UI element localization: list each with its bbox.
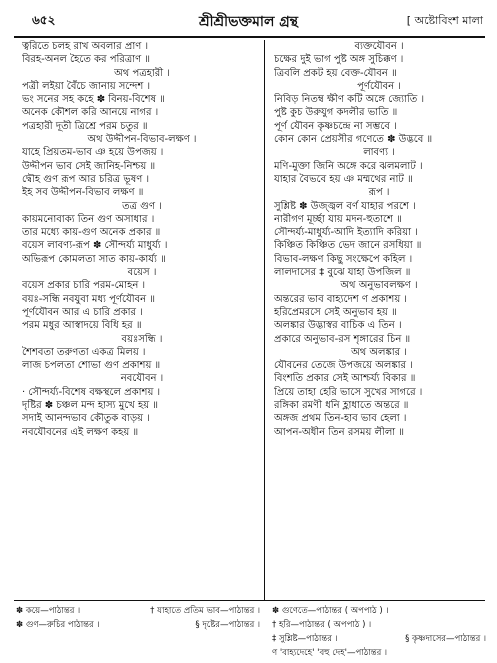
right-verse-line: কিঞ্চিত কিঞ্চিত ভেদ জানে রসধিয়া ॥ [274,240,422,252]
left-verse-line: ত্বরিতে চলহ রাখ অবলার প্রাণ । [22,41,149,52]
footnote: † যাহাতে প্রতিম ভাব—পাঠান্তর । [150,606,260,616]
right-verse-line: আপন-অধীন তিন রসময় লীলা ॥ [274,426,405,438]
footnote: ‡ সুশ্লিষ্ট—পাঠান্তর । [272,634,338,644]
footnote-rule [14,600,485,601]
left-heading: বয়েস । [127,267,157,279]
left-column [22,40,262,439]
right-verse-line: যৌবনের তেজে উপজয়ে অলঙ্কার । [274,360,413,372]
footnote: § দৃষ্টের—পাঠান্তর । [195,620,260,630]
left-verse-line: ভং সনের সহ কহে ✽ বিনয়-বিশেষ ॥ [22,94,165,106]
left-verse-line: · সৌন্দর্য্য-বিশেষ বক্ষস্থলে প্রকাশয় । [22,386,161,398]
page-number: ৬৫২ [32,13,56,27]
footnote-row [272,618,486,632]
left-verse-line: পূর্ণযৌবন আর এ চারি প্রকার । [22,306,143,318]
right-verse-line: বিভাব-লক্ষণ কিছু সংক্ষেপে কহিল । [274,253,413,265]
left-verse-line: সদাই আনন্দভাব কৌতুক বাড়য় । [22,413,150,425]
left-verse-line: পত্রহারী দূতী ত্রিশ্রে পরম চতুর ॥ [22,120,148,132]
left-verse-line: পরম মধুর আস্বাদয়ে বিধি হর ॥ [22,320,142,332]
footnotes-right [272,604,486,660]
page-header [12,10,485,32]
left-heading: বয়ঃসন্ধি । [121,333,163,345]
right-verse-line: পূর্ণ যৌবন কৃষ্ণচন্দ্রে না সম্ভবে । [274,120,397,132]
footnote: ✽ গুণেতে—পাঠান্তর ( অপপাঠ ) । [272,606,389,616]
footnote-row [272,604,486,618]
column-divider [264,40,265,600]
left-verse-line: উদ্দীপন ভাব সেই জানিহ-নিশ্চয় ॥ [22,160,156,172]
right-heading: ব্যক্তযৌবন । [354,41,404,52]
left-verse-line: যাহে প্রিয়তম-ভাব ঞ হয়ে উপজয় । [22,147,164,159]
left-heading: নবযৌবন । [120,373,164,385]
left-verse-line: অভিরূপ কোমলতা সাত কায়-কার্য্য ॥ [22,253,166,265]
footnote-row [272,646,486,660]
right-verse-line: অলঙ্কার উদ্ভাস্বর বাচিক এ তিন । [274,320,402,332]
section-label: [ অষ্টোবিংশ মালা [406,14,483,27]
right-verse-line: নিবিড় নিতম্ব ক্ষীণ কটি অঙ্গে জ্যোতি । [274,94,425,106]
header-rule [14,36,485,38]
footnote: ণ 'বাহ্যদেহে' 'বহু দেহ'—পাঠান্তর । [272,648,388,658]
left-verse-line: পত্রী লইয়া বৈঁচে জানায় সন্দেশ । [22,80,151,92]
footnote: † হরি—পাঠান্তর ( অপপাঠ ) । [272,620,372,630]
left-verse-line: শৈশবতা তরুণতা একত্র মিলয় । [22,346,146,358]
right-verse-line: কোন কোন প্রেয়সীর গণেতে ✽ উদ্ভবে ॥ [274,134,433,146]
book-title: শ্রীশ্রীভক্তমাল গ্রন্থ [198,14,299,30]
right-heading: রূপ । [368,187,390,199]
footnotes-left [16,604,260,632]
left-verse-line: কায়মনোবাক্য তিন গুণ অসাধার । [22,213,155,225]
left-verse-line: বিরহ-অনল হৈতে কর পরিত্রাণ ॥ [22,54,151,66]
right-verse-line: রঙ্গিকা রমণী ধনি হ্লাধাতে অন্তরে ॥ [274,400,409,412]
left-heading: তত্র গুণ । [122,200,162,212]
right-verse-line: চক্ষের দুই ভাগ পুষ্ট অঙ্গ সুচিক্কণ । [274,54,404,66]
right-verse-line: সৌন্দর্য্য-মাধুর্য্য-আদি ইত্যাদি করিয়া । [274,227,418,239]
left-verse-line: অনেক কৌশল করি আনয়ে নাগর । [22,107,159,119]
footnote: § কৃষ্ণদাসের—পাঠান্তর । [405,634,486,644]
left-verse-line: দৃষ্টির ✽ চঞ্চল মন্দ হাস্য মুখে হয় ॥ [22,400,158,412]
left-verse-line: দ্বৌহ গুণ রূপ আর চরিত্র ভূষণ । [22,173,150,185]
left-heading: অথ উদ্দীপন-বিভাব-লক্ষণ । [87,134,197,146]
right-heading: লাবণ্য । [363,147,395,159]
footnote-row [16,604,260,618]
left-verse-line: তার মধ্যে কায়-গুণ অনেক প্রকার ॥ [22,227,161,239]
right-verse-line: ত্রিবলি প্রকট হয় বেক্ত-যৌবন ॥ [274,67,397,79]
right-verse-line: বিংশতি প্রকার সেই আশ্চর্য্য বিকার ॥ [274,373,416,385]
right-heading: পূর্ণযৌবন । [357,80,401,92]
right-heading: অথ অনুভাবলক্ষণ । [340,280,418,292]
left-heading: অথ পত্রহারী । [114,67,170,79]
left-verse-line: বয়েস প্রকার চারি পরম-মোহন । [22,280,146,292]
right-heading: অথ অলঙ্কার । [351,346,407,358]
footnote: ✽ কয়ে—পাঠান্তর । [16,606,81,616]
right-column [274,40,484,439]
footnote: ✽ গুণ—রুচির পাঠান্তর । [16,620,100,630]
left-verse-line: নবযৌবনের এই লক্ষণ কহয় ॥ [22,426,139,438]
right-verse-line: নারীগণ মূর্চ্ছা যায় মদন-হুতাশে ॥ [274,213,402,225]
right-verse-line: যাহার বৈভবে হয় ঞ মম্মথের নাট ॥ [274,173,413,185]
footnote-row [272,632,486,646]
right-verse-line: সুশ্লিষ্ট ✽ উজ্জ্বল বর্ণ যাহার পরশে । [274,200,416,212]
left-verse-line: বয়ঃ-সন্ধি নবযুবা মধ্য পূর্ণযৌবন ॥ [22,293,155,305]
right-verse-line: মণি-মুক্তা জিনি অঙ্গে করে ঝলমলাট । [274,160,423,172]
left-verse-line: ইহ সব উদ্দীপন-বিভাব লক্ষণ ॥ [22,187,144,199]
right-verse-line: প্রিয়ে তাহা হেরি ভাসে সুখের সাগরে । [274,386,423,398]
right-verse-line: হরিপ্রেমরসে সেই অনুভাব হয় ॥ [274,306,397,318]
right-verse-line: পুষ্ট কুচ উরুযুগ কদলীর ভাতি ॥ [274,107,398,119]
right-verse-line: প্রকারে অনুভাব-রস শৃঙ্গারের চিন ॥ [274,333,411,345]
right-verse-line: লালদাসের ‡ বুঝে যাহা উপজিল ॥ [274,267,411,279]
left-verse-line: লাজ চপলতা শোভা গুণ প্রকাশয় ॥ [22,360,161,372]
left-verse-line: বয়েস লাবণ্য-রূপ ✽ সৌন্দর্য্য মাধুর্য্য । [22,240,168,252]
right-verse-line: অন্তরের ভাব বাহ্যদেশ ণ প্রকাশয় । [274,293,407,305]
footnote-row [16,618,260,632]
right-verse-line: অঙ্গজ প্রথম তিন-হাব ভাব হেলা । [274,413,407,425]
